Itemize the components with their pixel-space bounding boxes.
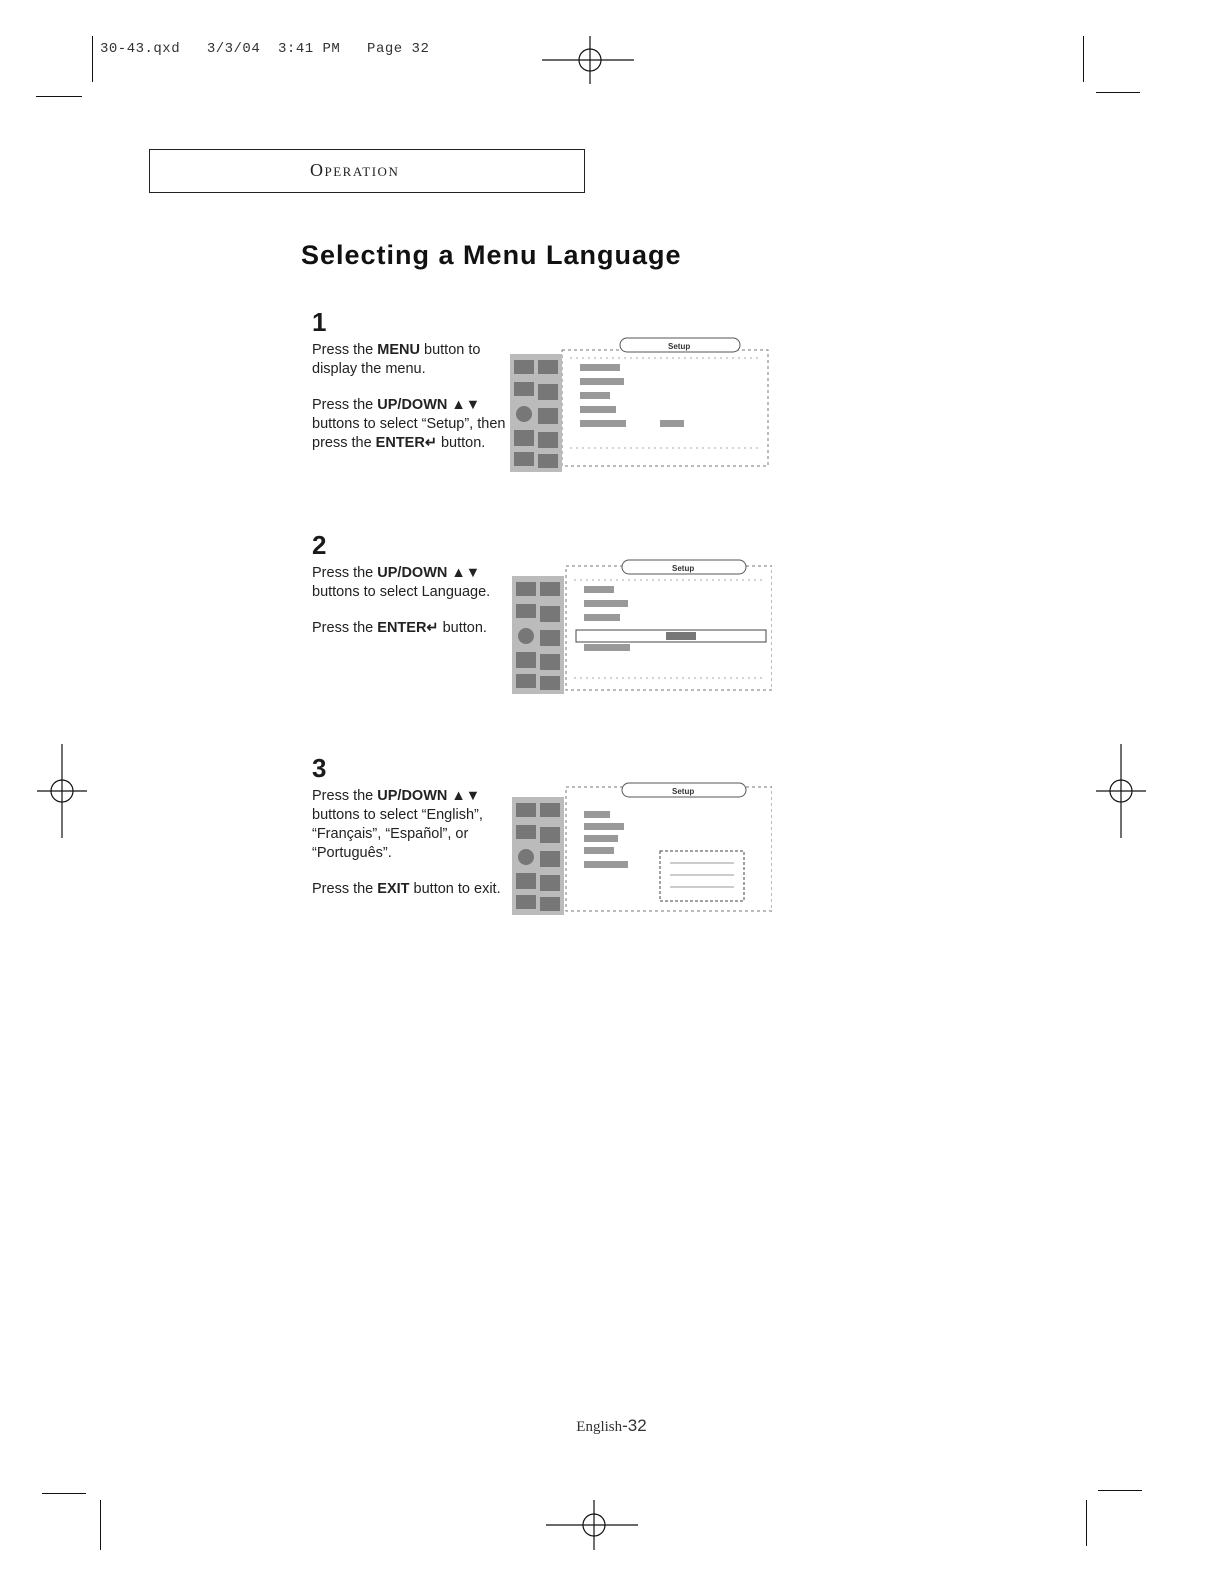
registration-mark-icon [37, 744, 87, 838]
page-footer [0, 1416, 1223, 1436]
menu-screenshot [510, 781, 772, 923]
step-instruction: Press the EXIT button to exit. [312, 881, 501, 897]
crop-mark [1098, 1490, 1142, 1491]
step-1 [312, 307, 512, 470]
crop-mark [1083, 36, 1084, 82]
registration-mark-icon [1096, 744, 1146, 838]
footer-language: English [576, 1419, 623, 1435]
step-instruction: Press the UP/DOWN ▲▼ buttons to select “English”, “Français”, “Español”, or “Português”. [312, 788, 483, 861]
section-header [149, 149, 585, 193]
section-label: Operation [310, 160, 400, 180]
step-number: 3 [312, 753, 327, 783]
page-title: Selecting a Menu Language [301, 240, 682, 270]
step-instruction: Press the MENU button to display the menu. [312, 342, 481, 377]
registration-mark-icon [540, 36, 636, 84]
step-3 [312, 753, 512, 916]
crop-mark [1096, 92, 1140, 93]
registration-mark-icon [544, 1500, 640, 1550]
step-2 [312, 530, 512, 655]
screen-title: Setup [668, 342, 691, 351]
step-number: 1 [312, 307, 327, 337]
page-number: -32 [622, 1416, 647, 1435]
menu-screenshot [510, 336, 772, 478]
step-instruction: Press the UP/DOWN ▲▼ buttons to select Language. [312, 565, 491, 600]
step-instruction: Press the UP/DOWN ▲▼ buttons to select “Setup”, then press the ENTER↵ button. [312, 397, 506, 451]
crop-mark [92, 36, 93, 82]
step-instruction: Press the ENTER↵ button. [312, 620, 487, 636]
menu-screenshot [510, 558, 772, 700]
print-slug: 30-43.qxd 3/3/04 3:41 PM Page 32 [100, 41, 430, 57]
screen-title: Setup [672, 564, 695, 573]
screen-title: Setup [672, 787, 695, 796]
crop-mark [1086, 1500, 1087, 1546]
crop-mark [36, 96, 82, 97]
crop-mark [100, 1500, 101, 1550]
crop-mark [42, 1493, 86, 1494]
step-number: 2 [312, 530, 327, 560]
